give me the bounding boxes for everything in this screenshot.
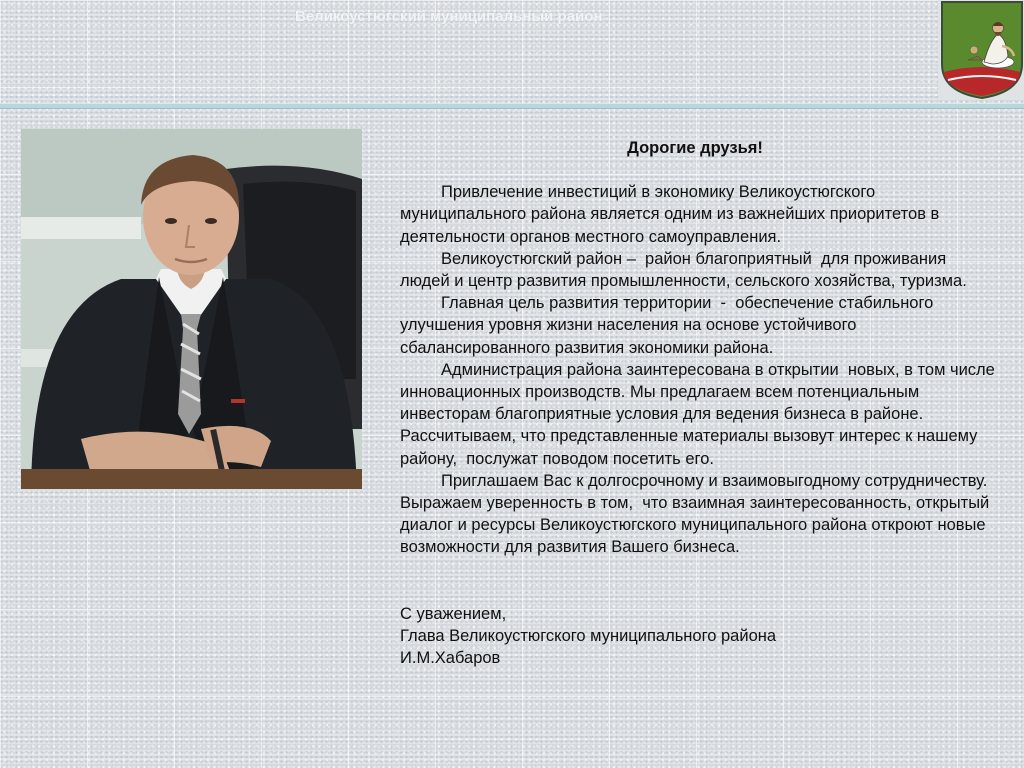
header-divider [0,103,1024,109]
portrait-photo [21,129,362,489]
letter-paragraph: Главная цель развития территории - обеспечение стабильного улучшения уровня жизни населения на основе устойчивого сбалансированного развития экономики района. [400,294,938,357]
signoff-regards: С уважением, [400,604,507,623]
region-title: Великоустюгский муниципальный район [295,8,603,25]
letter-signoff [400,603,1000,670]
letter-paragraph: Привлечение инвестиций в экономику Великоустюгского муниципального района является одним из важнейших приоритетов в деятельности органов местного самоуправления. [400,183,944,246]
signoff-name: И.М.Хабаров [400,649,501,668]
welcome-letter [400,137,1000,669]
letter-paragraph: Администрация района заинтересована в открытии новых, в том числе инновационных производств. Мы предлагаем всем потенциальным инвесторам благоприятные условия для ведения бизнеса в районе. Рассчитываем, что представленные материалы вызовут интерес к нашему району, послужат поводом посетить его. [400,360,1000,468]
signoff-position: Глава Великоустюгского муниципального района [400,626,777,645]
letter-heading: Дорогие друзья! [627,139,763,157]
letter-paragraph: Приглашаем Вас к долгосрочному и взаимовыгодному сотрудничеству. Выражаем уверенность в том, что взаимная заинтересованность, открытый диалог и ресурсы Великоустюгского муниципального района откроют новые возможности для развития Вашего бизнеса. [400,471,995,557]
letter-paragraph: Великоустюгский район – район благоприятный для проживания людей и центр развития промышленности, сельского хозяйства, туризма. [400,249,967,291]
coat-of-arms-icon [938,0,1024,100]
